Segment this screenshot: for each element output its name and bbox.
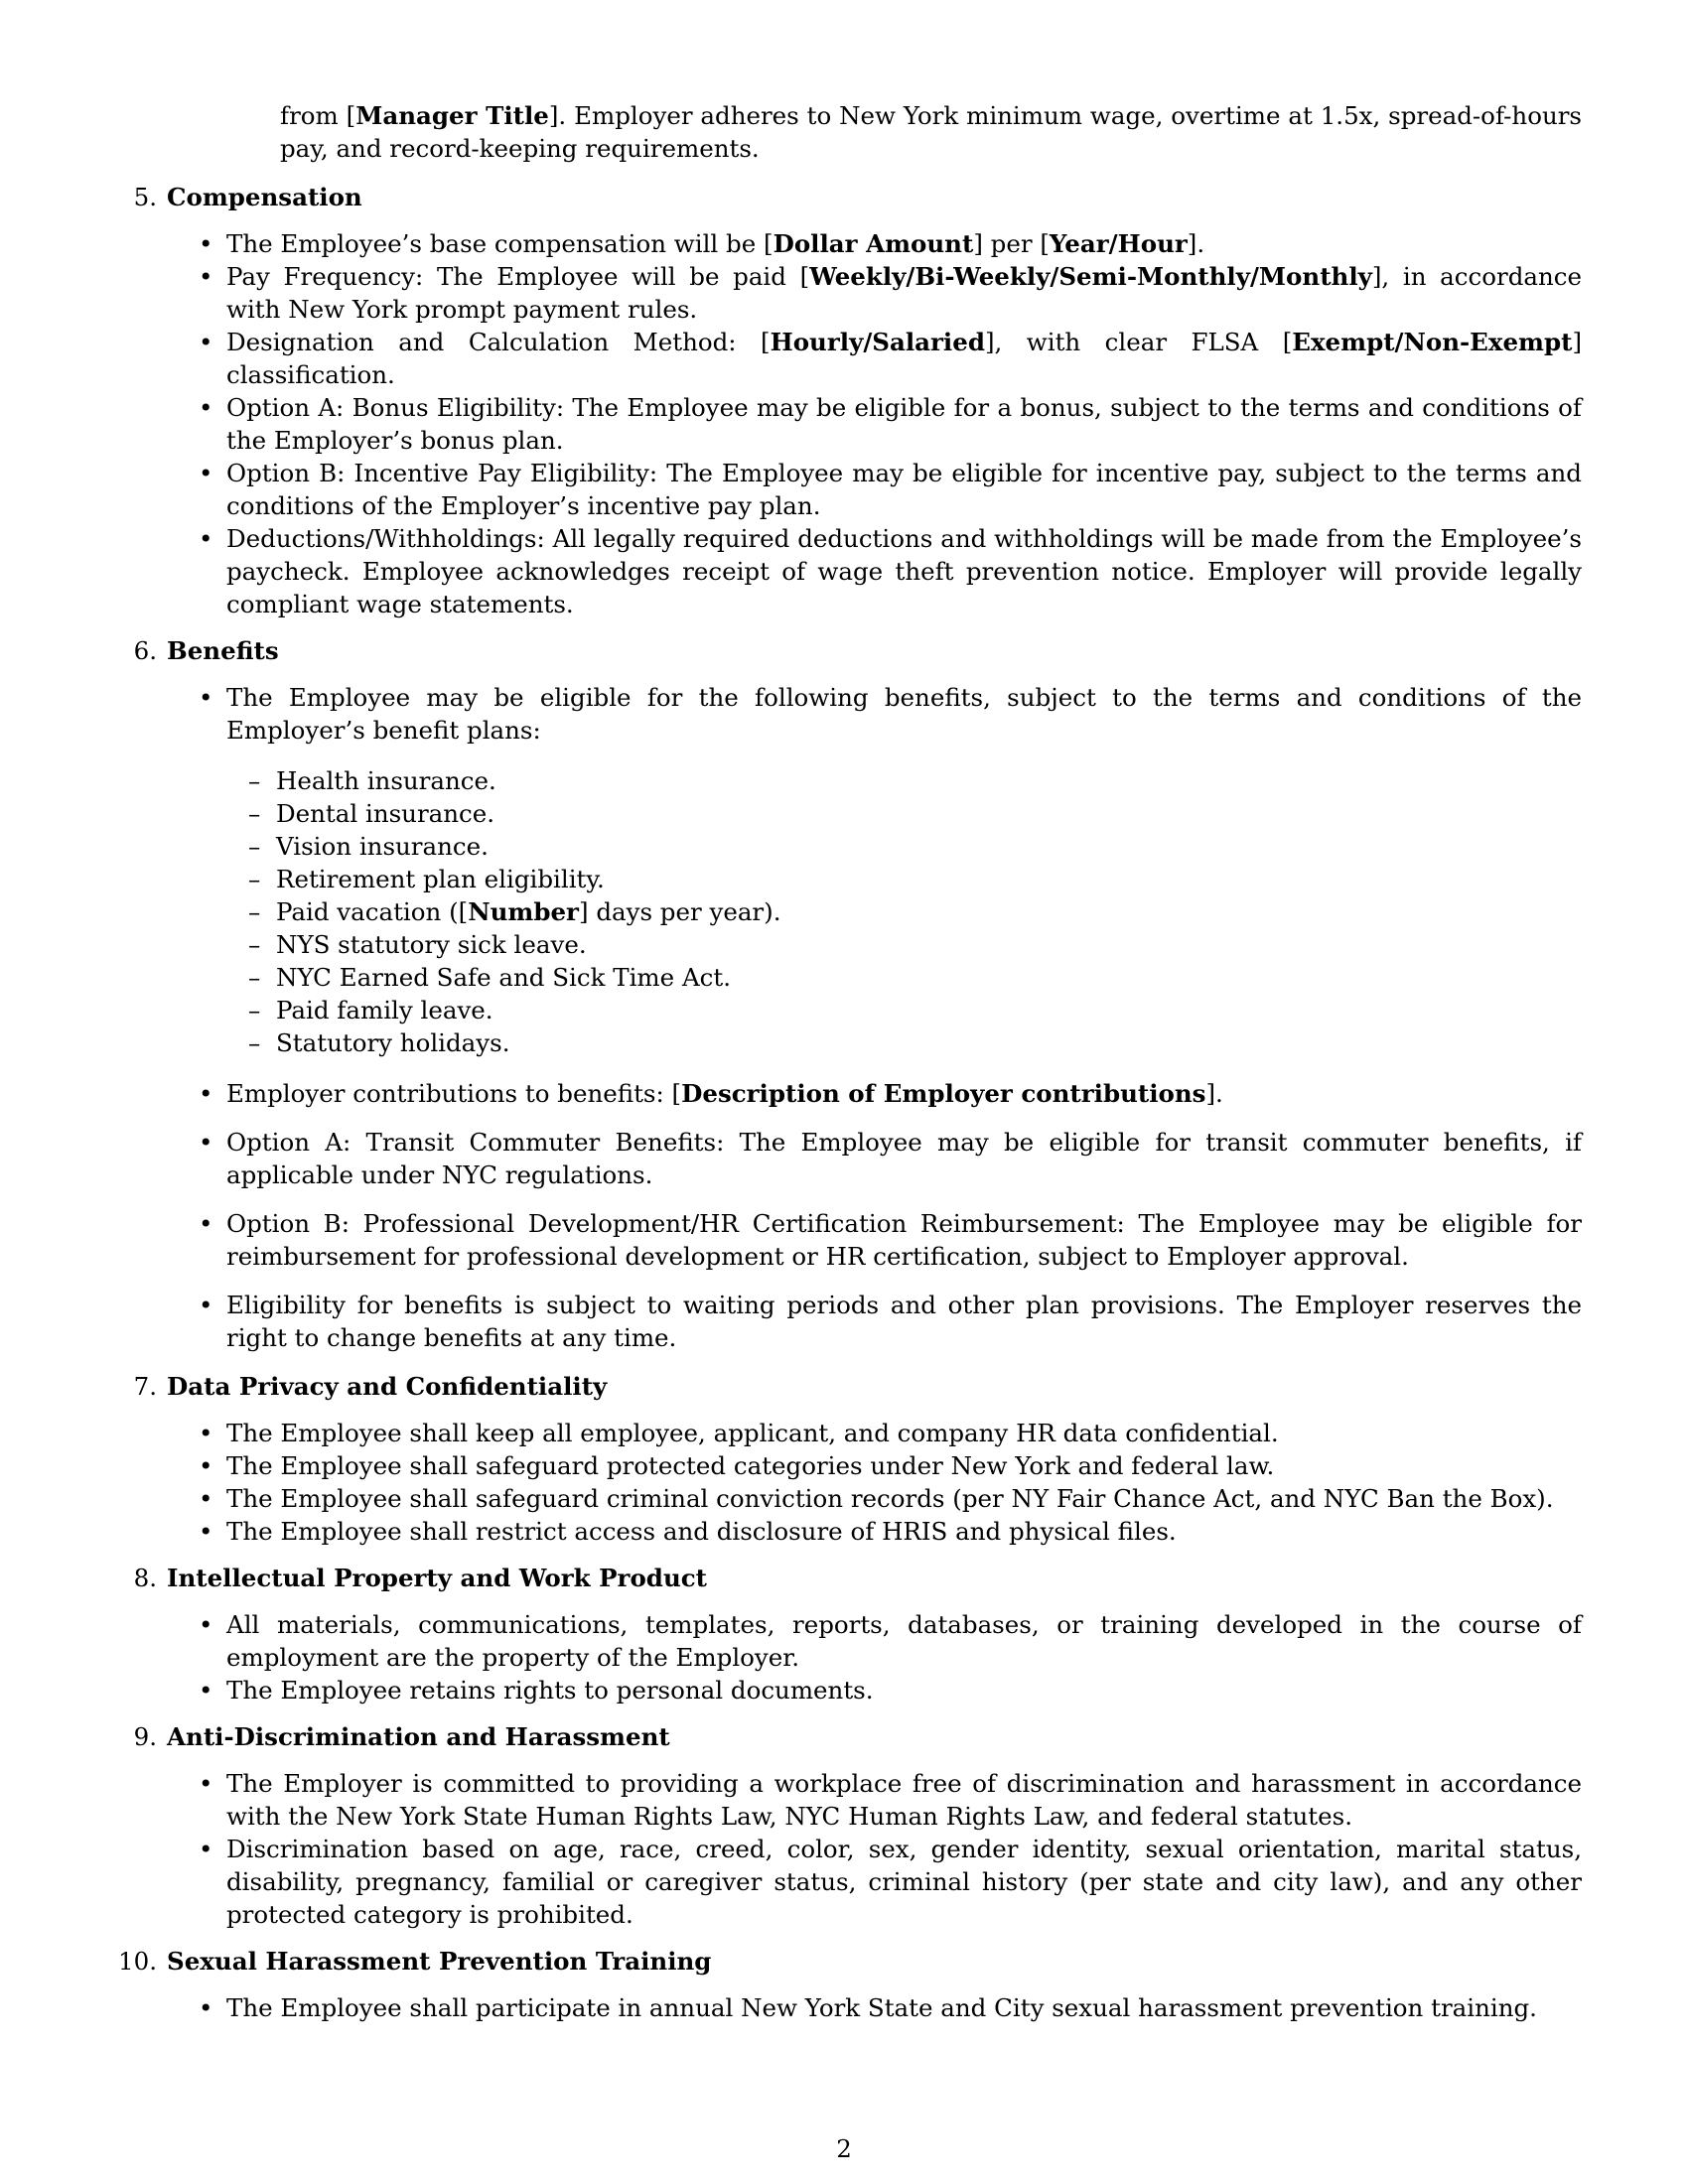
dash-icon: –: [248, 832, 261, 861]
section-heading: [119, 1720, 1582, 1753]
bullet-icon: •: [199, 1484, 213, 1513]
dash-icon: –: [248, 865, 261, 893]
section-number: 10.: [118, 1947, 157, 1976]
section-benefits: [119, 634, 1582, 1354]
dash-icon: –: [248, 963, 261, 992]
section-number: 8.: [133, 1564, 157, 1592]
bullet-icon: •: [199, 1517, 213, 1546]
bullet-icon: •: [199, 683, 213, 712]
list-item: • Option A: Bonus Eligibility: The Employee may be eligible for a bonus, subject to the terms and conditions of the Employer’s bonus plan.: [199, 393, 1582, 455]
bullet-icon: •: [199, 393, 213, 422]
section-title: Sexual Harassment Prevention Training: [167, 1947, 712, 1976]
sublist-item: – Retirement plan eligibility.: [248, 865, 605, 893]
section-number: 7.: [133, 1372, 157, 1401]
bullet-icon: •: [199, 328, 213, 356]
benefits-sublist: [226, 764, 1582, 1059]
section-number: 9.: [133, 1722, 157, 1751]
bullet-icon: •: [199, 262, 213, 291]
bullet-icon: •: [199, 524, 213, 553]
sublist-item: – Statutory holidays.: [248, 1028, 510, 1057]
bullet-icon: •: [199, 1993, 213, 2022]
bullet-list: [119, 227, 1582, 620]
list-item: • The Employee shall restrict access and disclosure of HRIS and physical files.: [199, 1517, 1177, 1546]
bullet-icon: •: [199, 1419, 213, 1447]
section-intellectual-property: [119, 1562, 1582, 1706]
bullet-list: [119, 1608, 1582, 1706]
bullet-icon: •: [199, 1451, 213, 1480]
section-compensation: [119, 181, 1582, 620]
list-item: • The Employee shall keep all employee, applicant, and company HR data confidential.: [199, 1419, 1279, 1447]
page-number: 2: [836, 2134, 852, 2163]
list-item: • Designation and Calculation Method: [Hourly/Salaried], with clear FLSA [Exempt/Non-Exempt] classification.: [199, 328, 1582, 389]
bullet-icon: •: [199, 1610, 213, 1639]
dash-icon: –: [248, 996, 261, 1024]
list-item: • Option A: Transit Commuter Benefits: The Employee may be eligible for transit commuter benefits, if applicable under NYC regulations.: [199, 1128, 1582, 1189]
list-item: • The Employee shall participate in annual New York State and City sexual harassment prevention training.: [199, 1993, 1537, 2022]
sublist-item: – Health insurance.: [248, 766, 496, 795]
continuation-paragraph: from [Manager Title]. Employer adheres to New York minimum wage, overtime at 1.5x, spread-of-hours pay, and record-keeping requirements.: [280, 101, 1583, 163]
section-anti-discrimination: [119, 1720, 1582, 1931]
bullet-icon: •: [199, 1079, 213, 1108]
bullet-list: [119, 1767, 1582, 1931]
section-title: Compensation: [167, 183, 362, 211]
list-item: • The Employer is committed to providing a workplace free of discrimination and harassment in accordance with the New York State Human Rights Law, NYC Human Rights Law, and federal statutes.: [199, 1769, 1582, 1831]
bullet-list: [119, 681, 1582, 1354]
list-item: • All materials, communications, templates, reports, databases, or training developed in the course of employment are the property of the Employer.: [199, 1610, 1582, 1672]
list-item: • The Employee shall safeguard protected categories under New York and federal law.: [199, 1451, 1275, 1480]
list-item: • Option B: Professional Development/HR Certification Reimbursement: The Employee may be eligible for reimbursement for professional development or HR certification, subject to Employer approval.: [199, 1209, 1582, 1271]
bullet-icon: •: [199, 1209, 213, 1238]
bullet-icon: •: [199, 1291, 213, 1319]
list-item: • Option B: Incentive Pay Eligibility: The Employee may be eligible for incentive pay, subject to the terms and conditions of the Employer’s incentive pay plan.: [199, 459, 1582, 520]
list-item: • Eligibility for benefits is subject to waiting periods and other plan provisions. The Employer reserves the right to change benefits at any time.: [199, 1291, 1582, 1352]
bullet-icon: •: [199, 1676, 213, 1705]
sublist-item: – Paid family leave.: [248, 996, 493, 1024]
list-item: • Discrimination based on age, race, creed, color, sex, gender identity, sexual orientation, marital status, disability, pregnancy, familial or caregiver status, criminal history (per state and city law), and any other protected category is prohibited.: [199, 1835, 1582, 1929]
list-item: • The Employee shall safeguard criminal conviction records (per NY Fair Chance Act, and NYC Ban the Box).: [199, 1484, 1554, 1513]
bullet-list: [119, 1417, 1582, 1548]
dash-icon: –: [248, 766, 261, 795]
dash-icon: –: [248, 1028, 261, 1057]
section-harassment-training: [119, 1945, 1582, 2024]
dash-icon: –: [248, 897, 261, 926]
list-item: • The Employee retains rights to personal documents.: [199, 1676, 874, 1705]
section-data-privacy: [119, 1370, 1582, 1548]
bullet-icon: •: [199, 1835, 213, 1863]
list-item: • Employer contributions to benefits: [Description of Employer contributions].: [199, 1079, 1223, 1108]
sublist-item: – Dental insurance.: [248, 799, 495, 828]
bullet-icon: •: [199, 1128, 213, 1157]
section-heading: [119, 634, 1582, 667]
list-item: • The Employee’s base compensation will be [Dollar Amount] per [Year/Hour].: [199, 229, 1205, 258]
section-title: Intellectual Property and Work Product: [167, 1564, 707, 1592]
dash-icon: –: [248, 930, 261, 959]
bullet-icon: •: [199, 459, 213, 487]
placeholder-manager-title: Manager Title: [355, 101, 549, 130]
section-heading: [119, 1562, 1582, 1594]
bullet-list: [119, 1991, 1582, 2024]
sublist-item: – NYC Earned Safe and Sick Time Act.: [248, 963, 731, 992]
dash-icon: –: [248, 799, 261, 828]
section-title: Data Privacy and Confidentiality: [167, 1372, 608, 1401]
sublist-item: – Paid vacation ([Number] days per year).: [248, 897, 781, 926]
bullet-icon: •: [199, 229, 213, 258]
list-item: • The Employee may be eligible for the following benefits, subject to the terms and conditions of the Employer’s benefit plans: – Health insurance. – Dental insurance. – Vision insurance. – Retirement plan eligibility. – Paid vacation ([Number] days per year). – NYS statutory sick leave. – NYC Earned Safe and Sick Time Act. – Paid family leave. – Statutory holidays.: [199, 683, 1582, 1057]
section-number: 5.: [133, 183, 157, 211]
sublist-item: – NYS statutory sick leave.: [248, 930, 587, 959]
sublist-item: – Vision insurance.: [248, 832, 489, 861]
section-title: Benefits: [167, 636, 279, 665]
section-heading: [119, 181, 1582, 213]
section-heading: [119, 1370, 1582, 1403]
bullet-icon: •: [199, 1769, 213, 1798]
section-number: 6.: [133, 636, 157, 665]
document-body: [119, 99, 1582, 2038]
list-item: • Deductions/Withholdings: All legally required deductions and withholdings will be made from the Employee’s paycheck. Employee acknowledges receipt of wage theft prevention notice. Employer will provide legally compliant wage statements.: [199, 524, 1582, 618]
section-title: Anti-Discrimination and Harassment: [167, 1722, 670, 1751]
list-item: • Pay Frequency: The Employee will be paid [Weekly/Bi-Weekly/Semi-Monthly/Monthly], in accordance with New York prompt payment rules.: [199, 262, 1582, 324]
section-heading: [119, 1945, 1582, 1978]
